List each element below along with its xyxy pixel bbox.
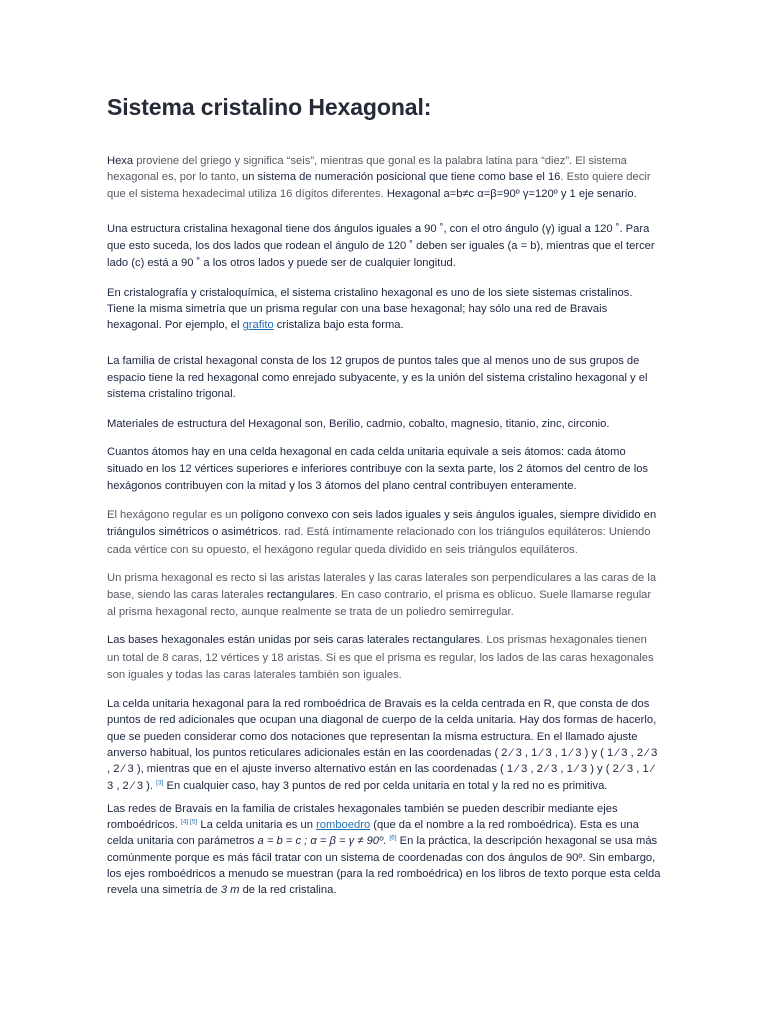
paragraph-crystal-family: La familia de cristal hexagonal consta de los 12 grupos de puntos tales que al menos uno de sus grupos de espacio tiene la red hexagonal como enrejado subyacente, y es la unión del sistema cristalino hexagonal y el sistema cristalino trigonal.	[107, 355, 648, 400]
page-title: Sistema cristalino Hexagonal:	[107, 94, 432, 120]
paragraph-crystallography: En cristalografía y cristaloquímica, el sistema cristalino hexagonal es uno de los siete sistemas cristalinos. Tiene la misma simetría que un prisma regular con una base hexagonal; hay sólo una red de Bravais hexagonal. Por ejemplo, el grafito cristaliza bajo esta forma.	[107, 286, 633, 332]
paragraph-hexa-definition: Hexa proviene del griego y significa “seis”, mientras que gonal es la palabra latina para “diez”. El sistema hexagonal es, por lo tanto, un sistema de numeración posicional que tiene como base el 16. Esto quiere decir que el sistema hexadecimal utiliza 16 dígitos diferentes. Hexagonal a=b≠c α=β=90º γ=120º y 1 eje senario.	[107, 155, 651, 200]
lattice-parameters: a = b = c ; α = β = γ ≠ 90º	[257, 835, 384, 848]
citation-3[interactable]: [3]	[156, 778, 164, 786]
symmetry-notation: 3 m	[220, 884, 240, 897]
paragraph-regular-hexagon: El hexágono regular es un polígono convexo con seis lados iguales y seis ángulos iguales, siempre dividido en triángulos simétricos o asimétricos. rad. Está íntimamente relacionado con los triángulos equiláteros: Uniendo cada vértice con su opuesto, el hexágono regular queda dividido en seis triángulos equiláteros.	[107, 509, 657, 556]
paragraph-hexagonal-prism: Un prisma hexagonal es recto si las aristas laterales y las caras laterales son perpendiculares a las caras de la base, siendo las caras laterales rectangulares. En caso contrario, el prisma es oblicuo. Suele llamarse regular al prisma hexagonal recto, aunque realmente se trata de un poliedro semirregular.	[107, 571, 657, 619]
paragraph-rhombohedral-cell: La celda unitaria hexagonal para la red romboédrica de Bravais es la celda centrada en R, que consta de dos puntos de red adicionales que ocupan una diagonal de cuerpo de la celda unitaria. Hay dos formas de hacerlo, que se pueden considerar como dos notaciones que representan la misma estructura. En el llamado ajuste anverso habitual, los puntos reticulares adicionales están en las coordenadas ( 2 ⁄ 3 , 1 ⁄ 3 , 1 ⁄ 3 ) y ( 1 ⁄ 3 , 2 ⁄ 3 , 2 ⁄ 3 ), mientras que en el ajuste inverso alternativo están en las coordenadas ( 1 ⁄ 3 , 2 ⁄ 3 , 1 ⁄ 3 ) y ( 2 ⁄ 3 , 1 ⁄ 3 , 2 ⁄ 3 ). [3] En cualquier caso, hay 3 puntos de red por celda unitaria en total y la red no es primitiva.	[107, 698, 658, 792]
paragraph-hexagonal-bases: Las bases hexagonales están unidas por seis caras laterales rectangulares. Los prismas hexagonales tienen un total de 8 caras, 12 vértices y 18 aristas. Si es que el prisma es regular, los lados de las caras hexagonales son iguales y todas las caras laterales también son iguales.	[107, 634, 654, 681]
romboedro-link[interactable]: romboedro	[316, 819, 371, 832]
grafito-link[interactable]: grafito	[242, 319, 274, 332]
citation-6[interactable]: [6]	[389, 834, 397, 842]
paragraph-hexagonal-structure: Una estructura cristalina hexagonal tiene dos ángulos iguales a 90 ˚, con el otro ángulo (γ) igual a 120 ˚. Para que esto suceda, los dos lados que rodean el ángulo de 120 ˚ deben ser iguales (a = b), mientras que el tercer lado (c) está a 90 ˚ a los otros lados y puede ser de cualquier longitud.	[107, 222, 655, 270]
paragraph-atoms-per-cell: Cuantos átomos hay en una celda hexagonal en cada celda unitaria equivale a seis átomos: cada átomo situado en los 12 vértices superiores e inferiores contribuye con la sexta parte, los 2 átomos del centro de los hexágonos contribuyen con la mitad y los 3 átomos del plano central contribuyen enteramente.	[107, 445, 649, 492]
citation-4-5[interactable]: [4] [5]	[181, 818, 198, 826]
paragraph-materials: Materiales de estructura del Hexagonal son, Berilio, cadmio, cobalto, magnesio, titanio, zinc, circonio.	[107, 418, 610, 431]
document-body	[107, 92, 662, 899]
paragraph-bravais-lattices: Las redes de Bravais en la familia de cristales hexagonales también se pueden describir mediante ejes romboédricos. [4] [5] La celda unitaria es un romboedro (que da el nombre a la red romboédrica). Esta es una celda unitaria con parámetros a = b = c ; α = β = γ ≠ 90º. [6] En la práctica, la descripción hexagonal se usa más comúnmente porque es más fácil tratar con un sistema de coordenadas con dos ángulos de 90º. Sin embargo, los ejes romboédricos a menudo se muestran (para la red romboédrica) en los libros de texto porque esta celda revela una simetría de 3 m de la red cristalina.	[107, 802, 661, 897]
